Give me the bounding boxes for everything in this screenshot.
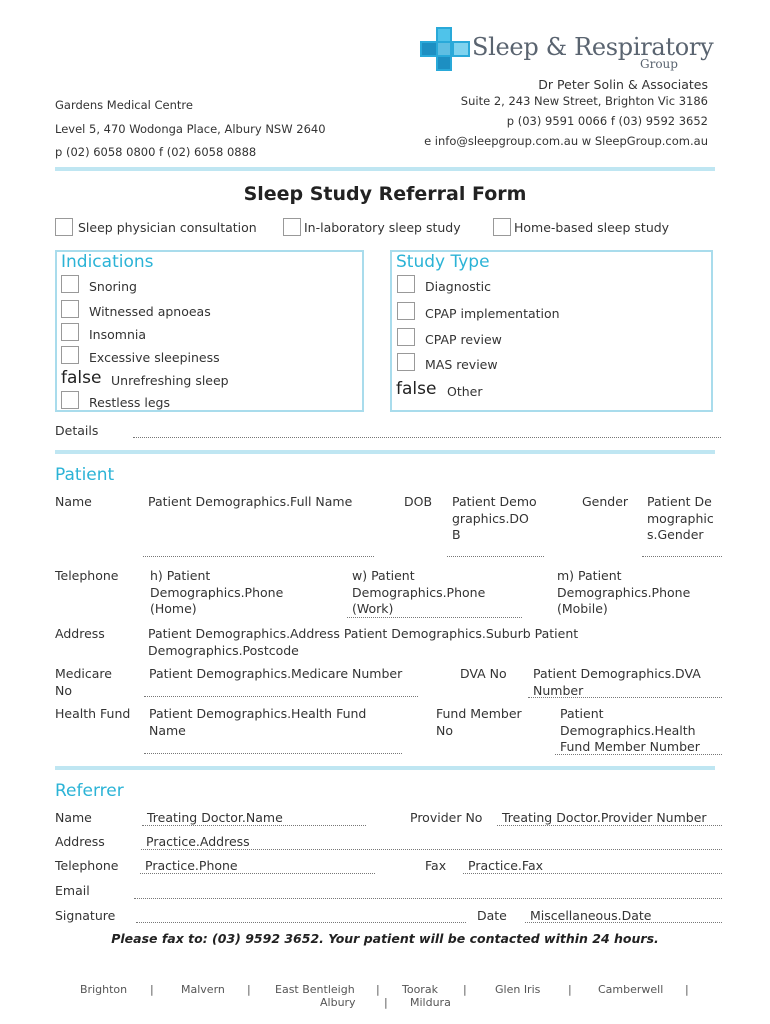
albury-centre-name: Gardens Medical Centre xyxy=(55,98,193,112)
referrer-fax-label: Fax xyxy=(425,858,447,873)
patient-health-fund-label: Health Fund xyxy=(55,706,131,721)
study-other: Other xyxy=(447,384,483,399)
checkbox-snoring[interactable] xyxy=(61,275,79,293)
location-malvern: Malvern xyxy=(181,983,225,996)
albury-phone: p (02) 6058 0800 f (02) 6058 0888 xyxy=(55,145,257,159)
indication-restless-legs: Restless legs xyxy=(89,395,170,410)
footer-separator: | xyxy=(685,983,689,996)
patient-heading: Patient xyxy=(55,465,115,485)
indication-excessive-sleepiness: Excessive sleepiness xyxy=(89,350,220,365)
patient-fund-member-label: Fund Member No xyxy=(436,706,522,738)
option-label-sleep-physician: Sleep physician consultation xyxy=(78,220,257,235)
checkbox-home-based[interactable] xyxy=(493,218,511,236)
referrer-telephone-field[interactable] xyxy=(140,873,375,874)
referrer-fax-value: Practice.Fax xyxy=(468,858,543,873)
other-value: false xyxy=(396,379,437,399)
referrer-email-label: Email xyxy=(55,883,90,898)
header-divider xyxy=(55,167,715,171)
referrer-name-value: Treating Doctor.Name xyxy=(147,810,283,825)
location-east-bentleigh: East Bentleigh xyxy=(275,983,355,996)
checkbox-insomnia[interactable] xyxy=(61,323,79,341)
study-cpap-implementation: CPAP implementation xyxy=(425,306,560,321)
referrer-date-field[interactable] xyxy=(525,922,722,923)
patient-name-value: Patient Demographics.Full Name xyxy=(148,494,353,509)
study-diagnostic: Diagnostic xyxy=(425,279,492,294)
patient-medicare-label: Medicare No xyxy=(55,666,112,698)
practice-name: Dr Peter Solin & Associates xyxy=(538,77,708,92)
referrer-telephone-label: Telephone xyxy=(55,858,119,873)
location-brighton: Brighton xyxy=(80,983,128,996)
patient-divider xyxy=(55,450,715,454)
patient-gender-value: Patient Demographics.Gender xyxy=(647,494,714,542)
patient-dva-value: Patient Demographics.DVA Number xyxy=(533,666,701,698)
patient-dva-field[interactable] xyxy=(528,697,722,698)
location-mildura: Mildura xyxy=(410,996,451,1009)
patient-phone-home: h) Patient Demographics.Phone (Home) xyxy=(150,568,284,616)
referrer-address-field[interactable] xyxy=(141,849,722,850)
referrer-fax-field[interactable] xyxy=(463,873,722,874)
patient-health-fund-value: Patient Demographics.Health Fund Name xyxy=(149,706,367,738)
footer-separator: | xyxy=(463,983,467,996)
location-camberwell: Camberwell xyxy=(598,983,664,996)
study-type-box xyxy=(390,250,713,412)
referrer-heading: Referrer xyxy=(55,781,124,801)
indication-insomnia: Insomnia xyxy=(89,327,147,342)
referrer-provider-field[interactable] xyxy=(497,825,722,826)
location-glen-iris: Glen Iris xyxy=(495,983,541,996)
footer-separator: | xyxy=(384,996,388,1009)
referrer-address-label: Address xyxy=(55,834,105,849)
logo-sub-text: Group xyxy=(640,57,678,71)
patient-fund-member-field[interactable] xyxy=(555,754,722,755)
footer-separator: | xyxy=(150,983,154,996)
referrer-date-label: Date xyxy=(477,908,507,923)
patient-dob-label: DOB xyxy=(404,494,433,509)
patient-phone-mobile: m) Patient Demographics.Phone (Mobile) xyxy=(557,568,691,616)
checkbox-in-lab[interactable] xyxy=(283,218,301,236)
practice-address: Suite 2, 243 New Street, Brighton Vic 3186 xyxy=(460,94,708,108)
referrer-date-value: Miscellaneous.Date xyxy=(530,908,652,923)
referrer-telephone-value: Practice.Phone xyxy=(145,858,238,873)
checkbox-sleep-physician[interactable] xyxy=(55,218,73,236)
logo-brand-text: Sleep & Respiratory xyxy=(472,33,714,61)
referrer-email-field[interactable] xyxy=(134,898,722,899)
patient-telephone-label: Telephone xyxy=(55,568,119,583)
unrefreshing-sleep-value: false xyxy=(61,368,102,388)
referrer-signature-field[interactable] xyxy=(136,922,466,923)
checkbox-witnessed-apnoeas[interactable] xyxy=(61,300,79,318)
patient-phone-work: w) Patient Demographics.Phone (Work) xyxy=(352,568,486,616)
form-title: Sleep Study Referral Form xyxy=(243,183,527,205)
checkbox-mas-review[interactable] xyxy=(397,353,415,371)
location-toorak: Toorak xyxy=(402,983,438,996)
checkbox-restless-legs[interactable] xyxy=(61,391,79,409)
study-cpap-review: CPAP review xyxy=(425,332,502,347)
indication-witnessed-apnoeas: Witnessed apnoeas xyxy=(89,304,211,319)
patient-dva-label: DVA No xyxy=(460,666,507,681)
referrer-address-value: Practice.Address xyxy=(146,834,250,849)
footer-separator: | xyxy=(376,983,380,996)
patient-name-field[interactable] xyxy=(143,556,374,557)
referrer-provider-label: Provider No xyxy=(410,810,483,825)
checkbox-cpap-review[interactable] xyxy=(397,328,415,346)
patient-health-fund-field[interactable] xyxy=(144,753,402,754)
footer-separator: | xyxy=(568,983,572,996)
patient-address-value: Patient Demographics.Address Patient Demographics.Suburb Patient Demographics.Postcode xyxy=(148,626,579,658)
referrer-name-label: Name xyxy=(55,810,92,825)
referrer-divider xyxy=(55,766,715,770)
patient-fund-member-value: Patient Demographics.Health Fund Member Number xyxy=(560,706,700,754)
patient-address-label: Address xyxy=(55,626,105,641)
indications-heading: Indications xyxy=(61,252,154,272)
referrer-signature-label: Signature xyxy=(55,908,116,923)
fax-instruction: Please fax to: (03) 9592 3652. Your patient will be contacted within 24 hours. xyxy=(111,931,659,946)
location-albury: Albury xyxy=(320,996,356,1009)
patient-name-label: Name xyxy=(55,494,92,509)
option-label-home-based: Home-based sleep study xyxy=(514,220,670,235)
indication-unrefreshing-sleep: Unrefreshing sleep xyxy=(111,373,229,388)
footer-separator: | xyxy=(247,983,251,996)
details-field[interactable] xyxy=(133,437,721,438)
practice-email-web: e info@sleepgroup.com.au w SleepGroup.com.au xyxy=(424,134,708,148)
albury-address: Level 5, 470 Wodonga Place, Albury NSW 2640 xyxy=(55,122,326,136)
checkbox-diagnostic[interactable] xyxy=(397,275,415,293)
patient-gender-field[interactable] xyxy=(642,556,722,557)
patient-phone-work-field[interactable] xyxy=(347,617,522,618)
study-type-heading: Study Type xyxy=(396,252,490,272)
details-label: Details xyxy=(55,423,99,438)
referrer-name-field[interactable] xyxy=(142,825,366,826)
indication-snoring: Snoring xyxy=(89,279,137,294)
checkbox-cpap-implementation[interactable] xyxy=(397,302,415,320)
referrer-provider-value: Treating Doctor.Provider Number xyxy=(502,810,707,825)
medical-cross-icon xyxy=(420,27,470,71)
patient-medicare-field[interactable] xyxy=(144,696,418,697)
patient-dob-field[interactable] xyxy=(447,556,544,557)
patient-dob-value: Patient Demographics.DOB xyxy=(452,494,537,542)
study-mas-review: MAS review xyxy=(425,357,498,372)
patient-gender-label: Gender xyxy=(582,494,629,509)
patient-medicare-value: Patient Demographics.Medicare Number xyxy=(149,666,403,681)
option-label-in-lab: In-laboratory sleep study xyxy=(304,220,461,235)
practice-phone: p (03) 9591 0066 f (03) 9592 3652 xyxy=(506,114,708,128)
checkbox-excessive-sleepiness[interactable] xyxy=(61,346,79,364)
